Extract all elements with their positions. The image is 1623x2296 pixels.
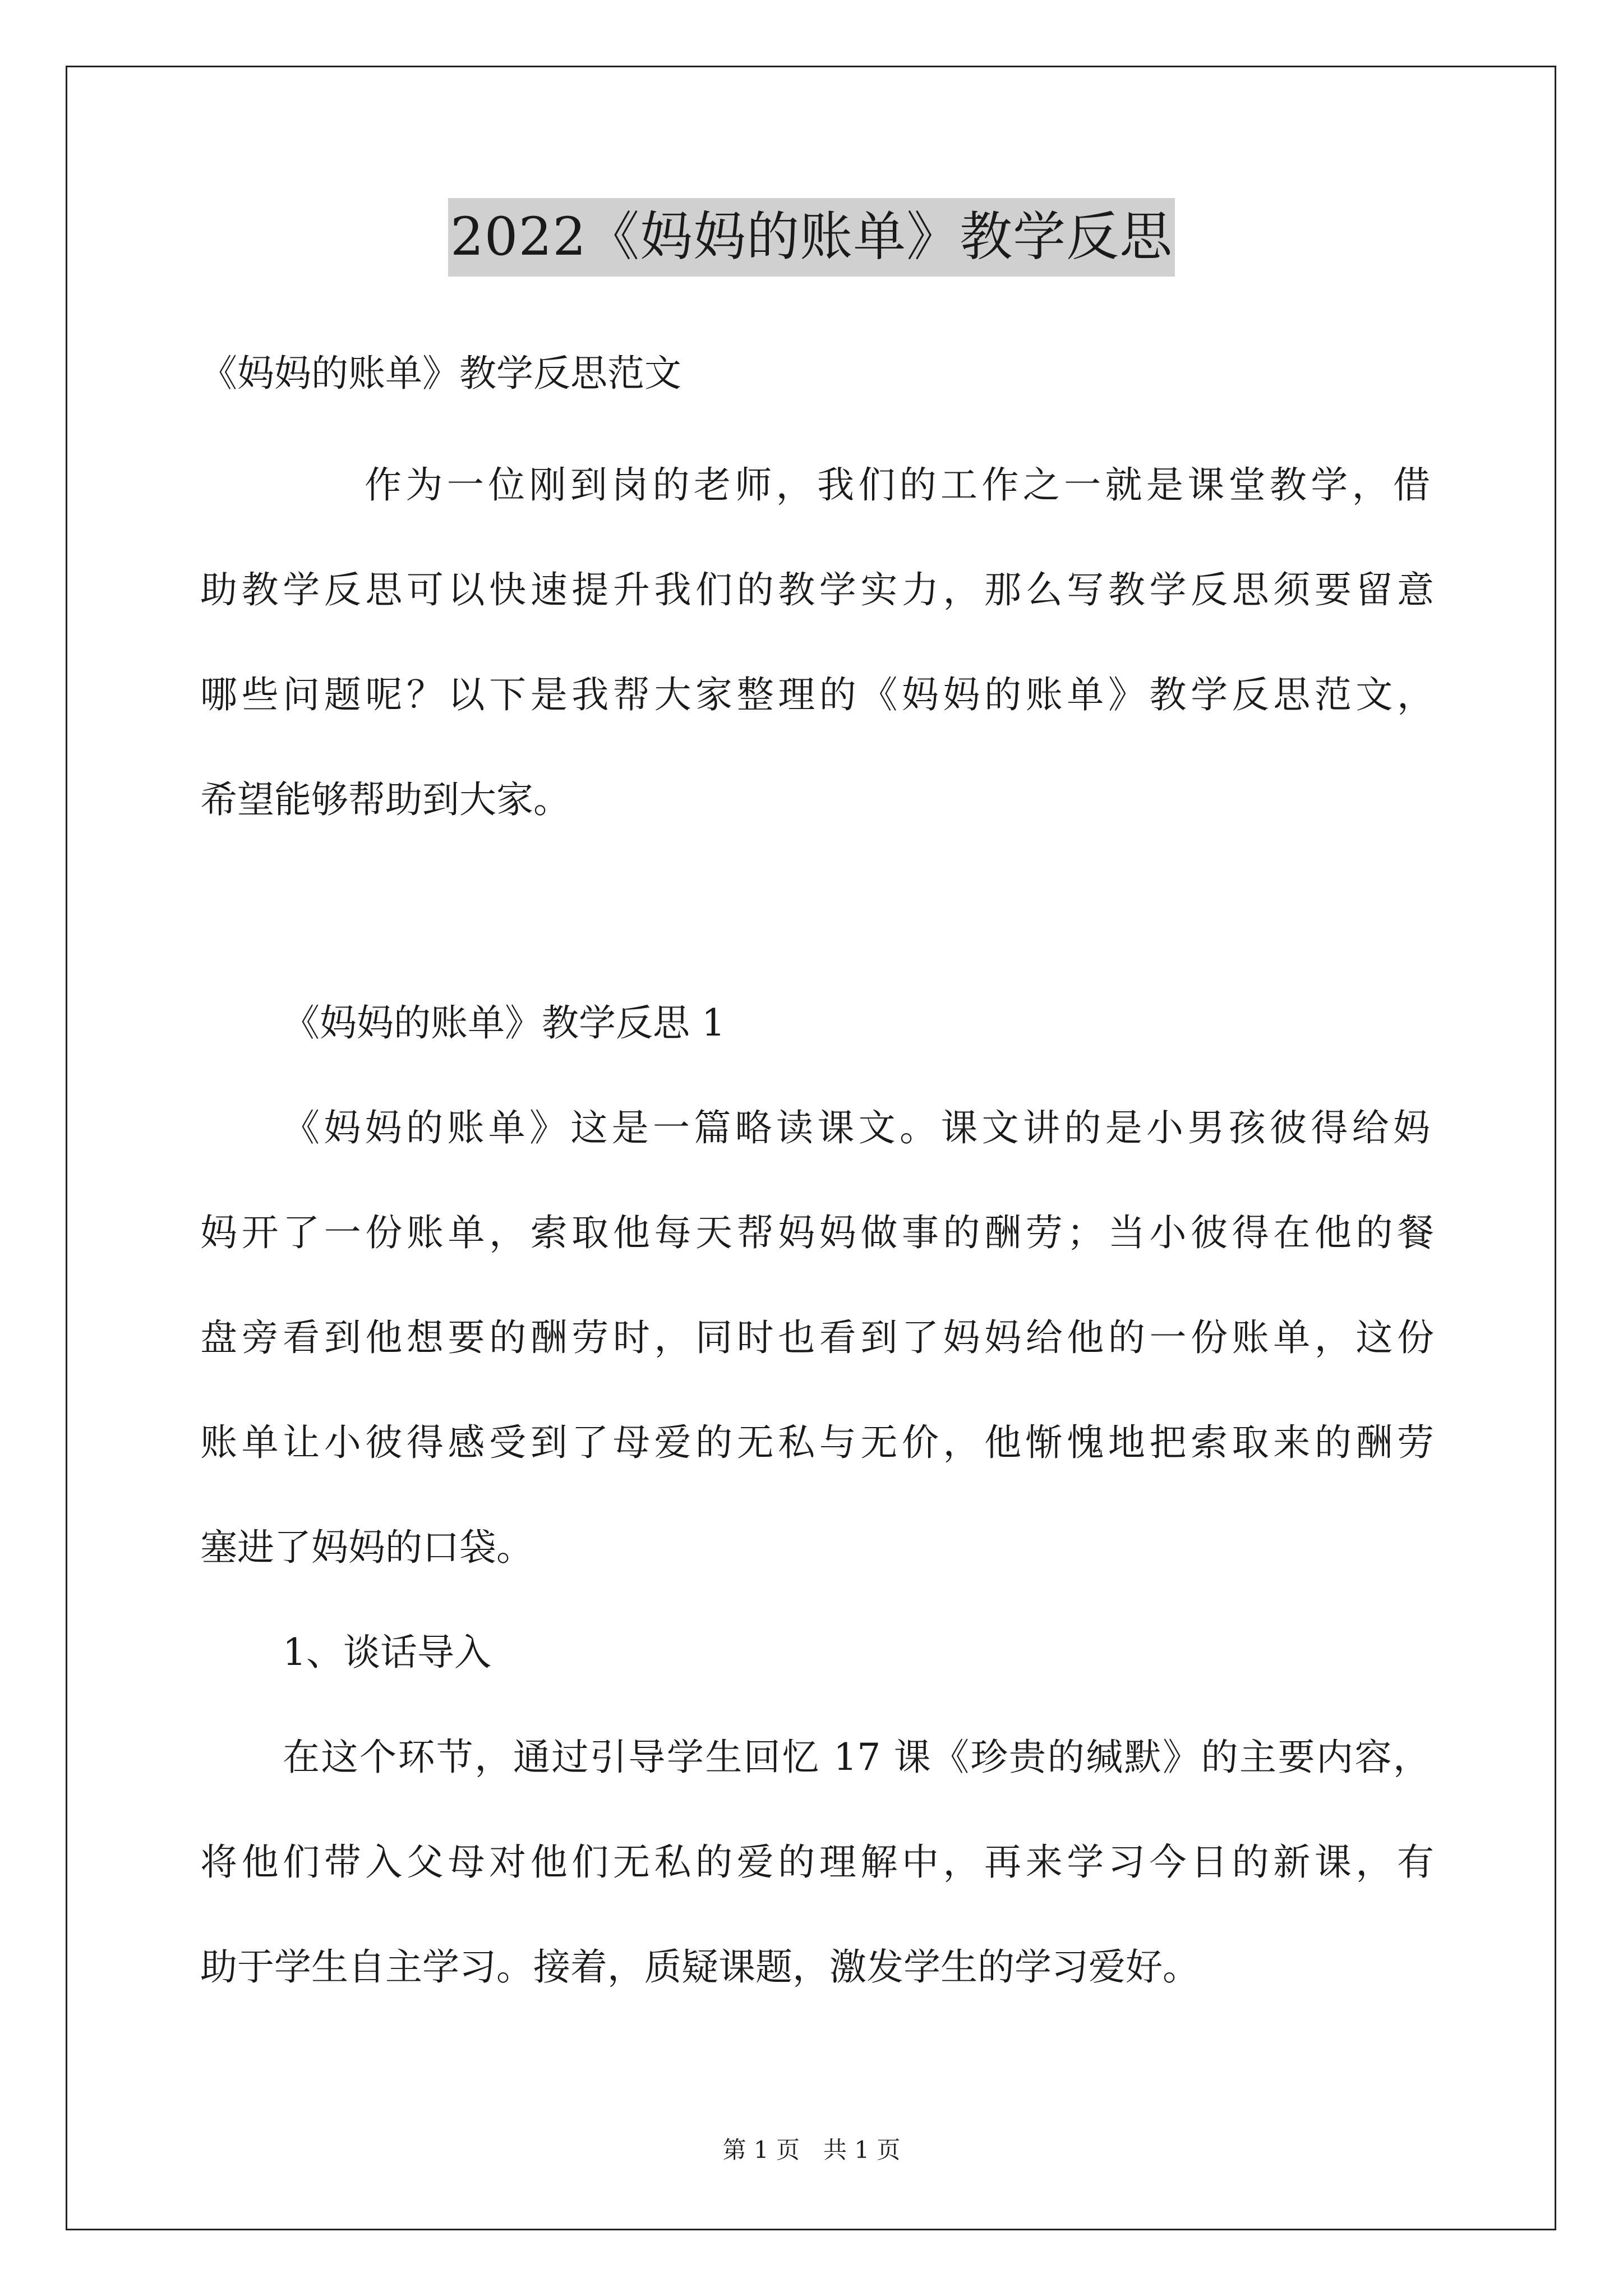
intro-line-1: 作为一位刚到岗的老师，我们的工作之一就是课堂教学，借 <box>365 463 1430 507</box>
para1-line-5: 塞进了妈妈的口袋。 <box>200 1526 533 1569</box>
para2-line-3: 助于学生自主学习。接着，质疑课题，激发学生的学习爱好。 <box>200 1945 1200 1989</box>
document-title: 2022《妈妈的账单》教学反思 <box>448 198 1175 277</box>
para1-line-4: 账单让小彼得感受到了母爱的无私与无价，他惭愧地把索取来的酬劳 <box>200 1421 1434 1464</box>
para1-line-2: 妈开了一份账单，索取他每天帮妈妈做事的酬劳；当小彼得在他的餐 <box>200 1211 1434 1254</box>
para1-line-1: 《妈妈的账单》这是一篇略读课文。课文讲的是小男孩彼得给妈 <box>283 1106 1430 1149</box>
para1-line-3: 盘旁看到他想要的酬劳时，同时也看到了妈妈给他的一份账单，这份 <box>200 1316 1434 1359</box>
intro-line-3: 哪些问题呢？以下是我帮大家整理的《妈妈的账单》教学反思范文， <box>200 673 1434 716</box>
section-heading: 《妈妈的账单》教学反思 1 <box>283 1001 725 1045</box>
document-subtitle: 《妈妈的账单》教学反思范文 <box>200 352 681 395</box>
page-footer: 第 1 页 共 1 页 <box>722 2136 901 2164</box>
intro-line-4: 希望能够帮助到大家。 <box>200 778 570 821</box>
para2-line-2: 将他们带入父母对他们无私的爱的理解中，再来学习今日的新课，有 <box>200 1841 1434 1884</box>
para2-line-1: 在这个环节，通过引导学生回忆 17 课《珍贵的缄默》的主要内容， <box>283 1736 1430 1779</box>
title-container <box>0 198 1623 277</box>
step1-heading: 1、谈话导入 <box>283 1631 491 1674</box>
intro-line-2: 助教学反思可以快速提升我们的教学实力，那么写教学反思须要留意 <box>200 568 1434 611</box>
